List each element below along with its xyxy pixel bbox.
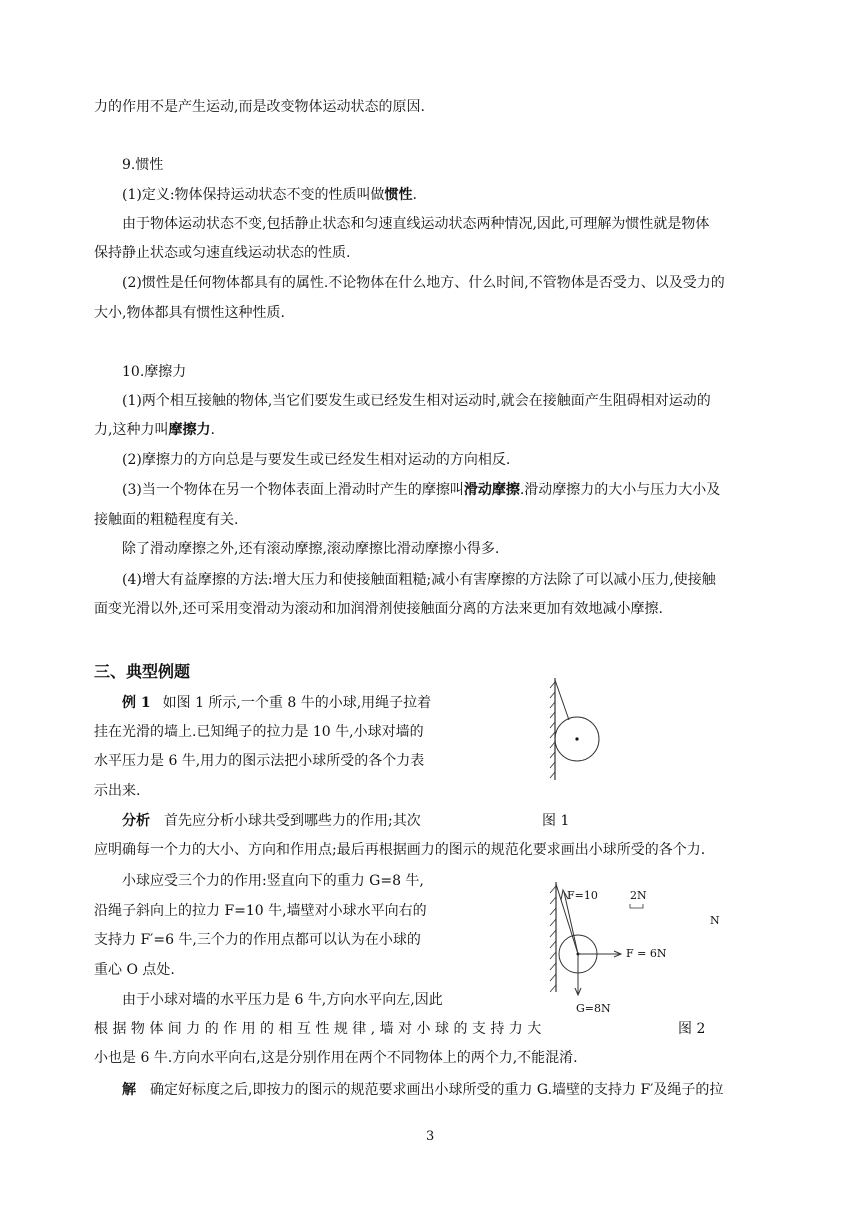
text-span: . bbox=[412, 187, 417, 203]
analysis-line: 根 据 物 体 间 力 的 作 用 的 相 互 性 规 律 , 墙 对 小 球 的 支 持 力 大 bbox=[94, 1021, 542, 1037]
analysis-line: 重心 O 点处. bbox=[94, 962, 175, 978]
section-9-definition bbox=[122, 185, 417, 205]
section-10-para-line: 接触面的粗糙程度有关. bbox=[94, 512, 239, 528]
figure-2-caption: 图 2 bbox=[678, 1021, 706, 1037]
label-N: N bbox=[710, 914, 720, 927]
figure-1-diagram bbox=[540, 676, 610, 784]
scale-bar bbox=[630, 904, 643, 908]
intro-line: 力的作用不是产生运动,而是改变物体运动状态的原因. bbox=[94, 99, 425, 115]
term-friction: 摩擦力 bbox=[168, 422, 211, 438]
analysis-line: 支持力 F′=6 牛,三个力的作用点都可以认为在小球的 bbox=[94, 932, 421, 948]
center-point bbox=[575, 737, 578, 740]
section-10-para-line: 面变光滑以外,还可采用变滑动为滚动和加润滑剂使接触面分离的方法来更加有效地减小摩擦. bbox=[94, 601, 663, 617]
term-sliding-friction: 滑动摩擦 bbox=[463, 482, 520, 498]
section-10-para-line bbox=[122, 480, 720, 500]
example-1-line bbox=[122, 693, 431, 713]
text-span: 如图 1 所示,一个重 8 牛的小球,用绳子拉着 bbox=[162, 695, 432, 711]
text-span: 确定好标度之后,即按力的图示的规范要求画出小球所受的重力 G.墙壁的支持力 F′及绳子的拉 bbox=[150, 1082, 724, 1098]
analysis-line: 沿绳子斜向上的拉力 F=10 牛,墙壁对小球水平向右的 bbox=[94, 903, 427, 919]
section-9-para-line: (2)惯性是任何物体都具有的属性.不论物体在什么地方、什么时间,不管物体是否受力、以及受力的 bbox=[122, 275, 725, 291]
example-1-line: 水平压力是 6 牛,用力的图示法把小球所受的各个力表 bbox=[94, 753, 425, 769]
wall-hatching bbox=[550, 678, 555, 780]
solution-label: 解 bbox=[122, 1082, 136, 1098]
section-10-para-line: (4)增大有益摩擦的方法:增大压力和使接触面粗糙;减小有害摩擦的方法除了可以减小压力,使接触 bbox=[122, 572, 716, 588]
solution-line bbox=[122, 1080, 723, 1100]
analysis-line: 由于小球对墙的水平压力是 6 牛,方向水平向左,因此 bbox=[122, 992, 443, 1008]
section-10-para-line: (1)两个相互接触的物体,当它们要发生或已经发生相对运动时,就会在接触面产生阻碍相对运动的 bbox=[122, 393, 711, 409]
term-inertia: 惯性 bbox=[384, 187, 413, 203]
label-gravity: G=8N bbox=[576, 1002, 611, 1015]
section-10-para-line: 除了滑动摩擦之外,还有滚动摩擦,滚动摩擦比滑动摩擦小得多. bbox=[122, 541, 500, 557]
section-10-para-line: (2)摩擦力的方向总是与要发生或已经发生相对运动的方向相反. bbox=[122, 452, 511, 468]
analysis-line bbox=[122, 811, 421, 831]
section-10-para-line bbox=[94, 420, 215, 440]
analysis-line: 小球应受三个力的作用:竖直向下的重力 G=8 牛, bbox=[122, 873, 424, 889]
section-heading: 三、典型例题 bbox=[94, 662, 191, 681]
page-number: 3 bbox=[426, 1129, 435, 1144]
text-span: . bbox=[210, 422, 215, 438]
section-9-para-line: 由于物体运动状态不变,包括静止状态和匀速直线运动状态两种情况,因此,可理解为惯性就是物体 bbox=[122, 216, 710, 232]
section-10-title: 10.摩擦力 bbox=[122, 364, 187, 380]
analysis-line: 小也是 6 牛.方向水平向右,这是分别作用在两个不同物体上的两个力,不能混淆. bbox=[94, 1050, 578, 1066]
text-span: (1)定义:物体保持运动状态不变的性质叫做 bbox=[122, 187, 385, 203]
text-span: 首先应分析小球共受到哪些力的作用;其次 bbox=[164, 813, 421, 829]
section-9-para-line: 保持静止状态或匀速直线运动状态的性质. bbox=[94, 245, 351, 261]
example-1-line: 挂在光滑的墙上.已知绳子的拉力是 10 牛,小球对墙的 bbox=[94, 724, 424, 740]
analysis-label: 分析 bbox=[122, 813, 150, 829]
section-9-title: 9.惯性 bbox=[122, 157, 164, 173]
gravity-arrow bbox=[575, 954, 581, 995]
wall-hatching bbox=[550, 882, 556, 992]
example-1-label: 例 1 bbox=[122, 695, 151, 711]
text-span: 力,这种力叫 bbox=[94, 422, 169, 438]
label-tension: F=10 bbox=[567, 889, 598, 902]
rope bbox=[555, 680, 569, 720]
label-support-force: F = 6N bbox=[626, 947, 667, 960]
label-scale: 2N bbox=[630, 889, 647, 902]
example-1-line: 示出来. bbox=[94, 783, 141, 799]
text-span: .滑动摩擦力的大小与压力大小及 bbox=[519, 482, 721, 498]
text-span: (3)当一个物体在另一个物体表面上滑动时产生的摩擦叫 bbox=[122, 482, 464, 498]
section-9-para-line: 大小,物体都具有惯性这种性质. bbox=[94, 305, 285, 321]
support-force-arrow bbox=[578, 951, 621, 957]
analysis-line: 应明确每一个力的大小、方向和作用点;最后再根据画力的图示的规范化要求画出小球所受的各个力. bbox=[94, 842, 706, 858]
figure-1-caption: 图 1 bbox=[542, 813, 570, 829]
